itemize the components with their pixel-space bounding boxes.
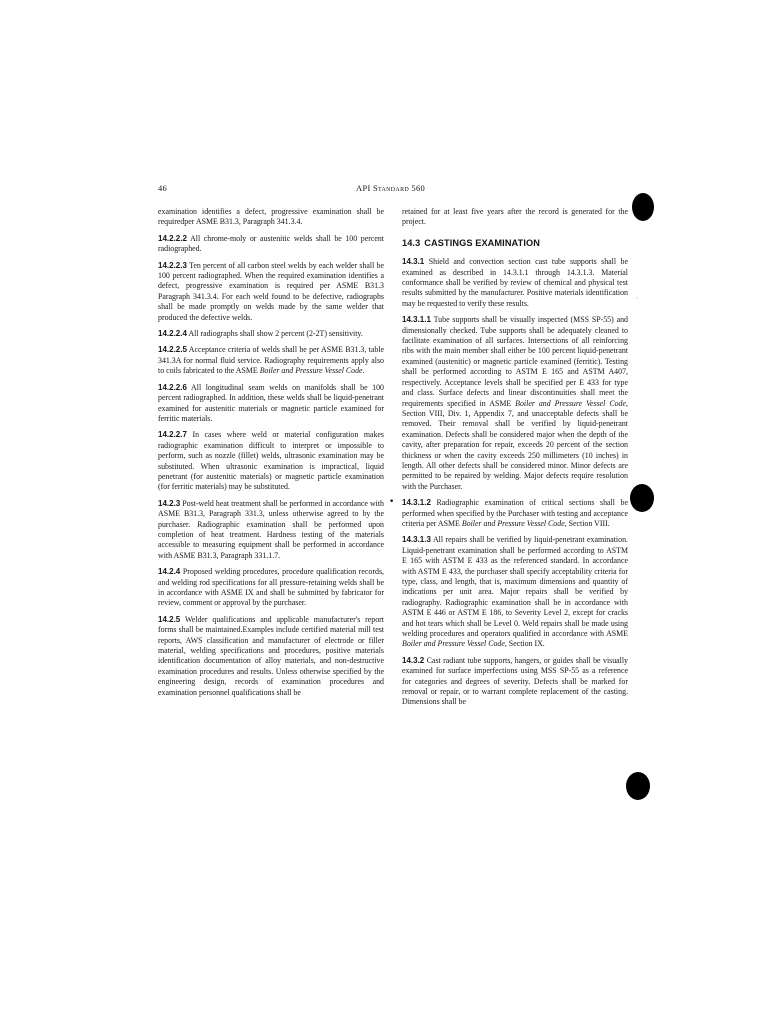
right-column <box>389 207 628 714</box>
paragraph <box>158 567 384 609</box>
clause-number: 14.2.4 <box>158 567 181 577</box>
clause-number: 14.3.1.3 <box>402 535 431 545</box>
clause-number: 14.3.1.2 <box>402 498 431 508</box>
clause-number: 14.2.2.3 <box>158 260 187 270</box>
paragraph <box>158 615 384 698</box>
paragraph <box>158 261 384 323</box>
margin-mark-icon: · <box>636 296 638 302</box>
paragraph-tail: , Section VIII. <box>564 518 610 528</box>
binder-hole-icon <box>632 193 654 221</box>
paragraph-text: Tube supports shall be visually inspected (MSS SP-55) and dimensionally checked. Tube supports shall be adequately cleaned to facilitate examination of all surfaces. Intersections of all reinforcing ribs with the main member shall either be 100 percent liquid-penetrant examined (austenitic) or magnetic particle examined (ferritic). Testing shall be performed according to ASTM E 165 and ASTM A407, respectively. Acceptance levels shall be specified per E 433 for type and class. Surface defects and linear discontinuities shall meet the requirements specified in ASME <box>402 315 628 408</box>
paragraph <box>158 383 384 425</box>
paragraph-text: Welder qualifications and applicable manufacturer's report forms shall be maintained.Examples include certified material mill test reports, AWS classification and manufacturer of electrode or filler material, welding specifications and procedures, positive materials identification documentation of alloy materials, and non-destructive examination procedures and results. Unless otherwise specified by the engineering design, records of examination procedures and examination personnel qualifications shall be <box>158 614 384 697</box>
paragraph-tail: . <box>362 366 365 376</box>
clause-number: 14.3.2 <box>402 655 425 665</box>
italic-reference: Boiler and Pressure Vessel Code <box>461 518 565 528</box>
left-column <box>158 207 384 704</box>
page-number: 46 <box>158 183 168 193</box>
binder-hole-icon <box>630 484 654 512</box>
paragraph-text: retained for at least five years after the record is generated for the project. <box>402 207 628 227</box>
clause-number: 14.2.2.7 <box>158 430 187 440</box>
paragraph <box>402 257 628 309</box>
paragraph-text: In cases where weld or material configuration makes radiographic examination difficult to interpret or impossible to perform, such as nozzle (fillet) welds, ultrasonic examination may be substituted. When ultrasonic examination is impractical, liquid penetrant (for austenitic materials) or magnetic particle examination (for ferritic materials) may be substituted. <box>158 430 384 492</box>
paragraph-text: Proposed welding procedures, procedure qualification records, and welding rod specifications for all pressure-retaining welds shall be in accordance with ASME IX and shall be submitted by fabricator for review, comment or approval by the purchaser. <box>158 567 384 608</box>
italic-reference: Boiler and Pressure Vessel Code <box>259 366 363 376</box>
paragraph-text: Radiographic examination of critical sections shall be performed when specified by the Purchaser with testing and acceptance criteria per ASME <box>402 498 628 528</box>
binder-hole-icon <box>626 772 650 800</box>
italic-reference: Boiler and Pressure Vessel Code <box>402 639 505 649</box>
clause-number: 14.2.2.6 <box>158 382 187 392</box>
change-bullet-icon: • <box>389 497 395 508</box>
paragraph-text: examination identifies a defect, progressive examination shall be requiredper ASME B31.3, Paragraph 341.3.4. <box>158 207 384 227</box>
paragraph <box>402 535 628 649</box>
paragraph-text: Acceptance criteria of welds shall be per ASME B31.3, table 341.3A for normal fluid service. Radiography requirements apply also to coils fabricated to the ASME <box>158 345 384 376</box>
paragraph-text: All longitudinal seam welds on manifolds shall be 100 percent radiographed. In addition, these welds shall be liquid-penetrant examined for austenitic materials or magnetic particle examined for ferritic materials. <box>158 382 384 423</box>
paragraph <box>402 315 628 492</box>
paragraph-text: Shield and convection section cast tube supports shall be examined as described in 14.3.1.1 through 14.3.1.3. Material conformance shall be verified by review of chemical and physical test results submitted by the manufacturer. Positive materials identification may be requested to verify these results. <box>402 257 628 308</box>
paragraph-tail: , Section IX. <box>504 639 545 649</box>
clause-number: 14.2.2.2 <box>158 233 187 243</box>
paragraph-text: Ten percent of all carbon steel welds by each welder shall be 100 percent radiographed. When the required examination identifies a defect, progressive examination is required per ASME B31.3 Paragraph 341.3.4. For each weld found to be defective, radiographs shall be made promptly on welds made by the same welder that produced the defective welds. <box>158 260 384 322</box>
paragraph-text: All radiographs shall show 2 percent (2-2T) sensitivity. <box>188 329 363 339</box>
paragraph <box>389 497 628 529</box>
paragraph <box>402 207 628 228</box>
paragraph <box>158 234 384 255</box>
paragraph-tail: , Section VIII, Div. 1, Appendix 7, and unacceptable defects shall be removed. Their removal shall be verified by liquid-penetrant examination. Defects shall be considered major when the depth of the cavity, after preparation for repair, exceeds 20 percent of the section thickness or when the cavity exceeds 250 millimeters (10 inches) in length. All other defects shall be considered minor. Minor defects are permitted to be repaired by welding. Major defects require resolution with the Purchaser. <box>402 398 628 491</box>
italic-reference: Boiler and Pressure Vessel Code <box>515 398 627 408</box>
section-number: 14.3 <box>402 237 421 248</box>
paragraph-text: Cast radiant tube supports, hangers, or guides shall be visually examined for surface imperfections using MSS SP-55 as a reference for categories and degrees of severity. Defects shall be marked for removal or repair, or to warrant complete replacement of the casting. Dimensions shall be <box>402 655 628 707</box>
section-title: CASTINGS EXAMINATION <box>424 237 540 248</box>
paragraph-text: All chrome-moly or austenitic welds shall be 100 percent radiographed. <box>158 233 384 254</box>
paragraph-text: Post-weld heat treatment shall be performed in accordance with ASME B31.3, Paragraph 331.3, unless otherwise agreed to by the purchaser. Radiographic examination shall be performed upon completion of heat treatment. Hardness testing of the materials accessible to measuring equipment shall be performed in accordance with ASME B31.3, Paragraph 331.1.7. <box>158 498 384 560</box>
clause-number: 14.2.3 <box>158 498 181 508</box>
clause-number: 14.2.2.5 <box>158 345 187 355</box>
paragraph <box>158 207 384 228</box>
paragraph <box>402 656 628 708</box>
running-header <box>158 183 618 197</box>
paragraph <box>158 430 384 492</box>
clause-number: 14.3.1 <box>402 257 425 267</box>
section-heading <box>402 238 628 248</box>
clause-number: 14.3.1.1 <box>402 315 431 325</box>
paragraph <box>158 329 384 339</box>
paragraph-text: All repairs shall be verified by liquid-penetrant examination. Liquid-penetrant examination shall be performed according to ASTM E 165 with ASTM E 433 as the referenced standard. In accordance with ASTM E 433, the purchaser shall specify acceptability criteria for type, class, and length, that is, maximum dimensions and quantity of indications per unit area. Major repairs shall be verified by radiography. Radiographic examination shall be in accordance with ASTM E 446 or ASTM E 186, to Severity Level 2, except for cracks and hot tears which shall be Level 0. Weld repairs shall be made using welding procedures and operators qualified in accordance with ASME <box>402 535 628 639</box>
clause-number: 14.2.2.4 <box>158 329 187 339</box>
paragraph <box>158 499 384 561</box>
paragraph <box>158 345 384 376</box>
clause-number: 14.2.5 <box>158 614 181 624</box>
running-title: API Standard 560 <box>356 183 426 193</box>
